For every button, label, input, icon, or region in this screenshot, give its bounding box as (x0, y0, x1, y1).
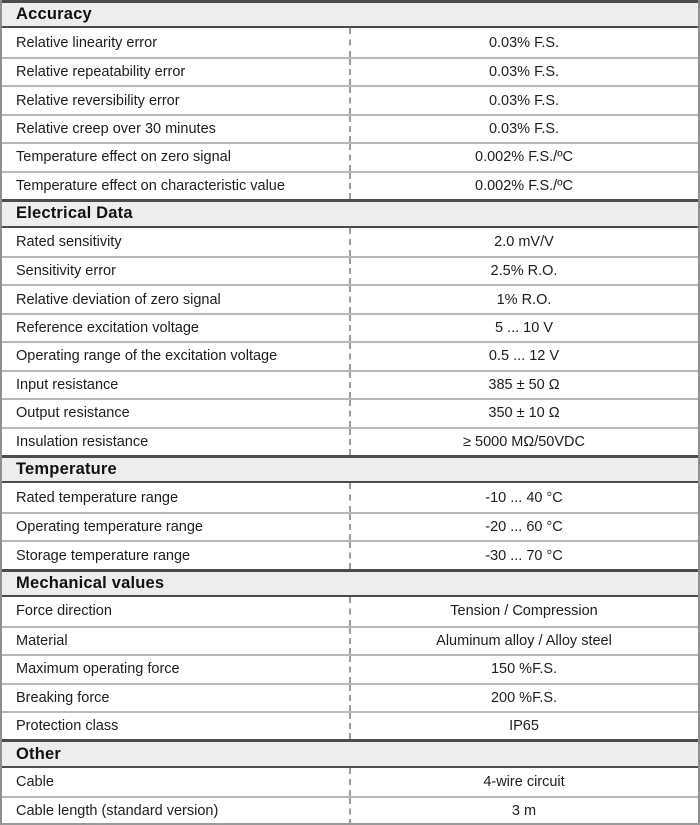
spec-parameter-label: Storage temperature range (16, 547, 191, 564)
spec-parameter-value: 350 ± 10 Ω (488, 405, 560, 422)
spec-parameter-value: 385 ± 50 Ω (488, 376, 560, 393)
spec-parameter-value: 200 %F.S. (490, 689, 558, 706)
table-row (2, 768, 698, 796)
dashed-column-divider (349, 429, 351, 455)
spec-parameter-value: -30 ... 70 °C (485, 547, 563, 564)
dashed-column-divider (349, 28, 351, 56)
spec-parameter-value: 4-wire circuit (483, 774, 565, 791)
spec-parameter-label: Force direction (16, 603, 112, 620)
spec-parameter-value: Aluminum alloy / Alloy steel (436, 632, 612, 649)
spec-parameter-label: Relative creep over 30 minutes (16, 120, 216, 137)
table-row (2, 398, 698, 426)
section-title: Mechanical values (16, 573, 165, 592)
spec-parameter-value: -20 ... 60 °C (485, 519, 563, 536)
spec-parameter-value: 0.002% F.S./ºC (475, 177, 573, 194)
spec-parameter-label: Rated temperature range (16, 489, 179, 506)
dashed-column-divider (349, 144, 351, 170)
table-row (2, 711, 698, 739)
table-row (2, 284, 698, 312)
spec-parameter-value: 1% R.O. (496, 291, 552, 308)
dashed-column-divider (349, 116, 351, 142)
dashed-column-divider (349, 400, 351, 426)
dashed-column-divider (349, 286, 351, 312)
spec-parameter-value: 0.03% F.S. (488, 64, 560, 81)
spec-parameter-value: 2.5% R.O. (490, 263, 558, 280)
section-rows (2, 768, 698, 825)
spec-parameter-label: Relative repeatability error (16, 64, 186, 81)
table-row (2, 796, 698, 824)
table-row (2, 341, 698, 369)
spec-parameter-label: Protection class (16, 718, 119, 735)
spec-parameter-value: 0.002% F.S./ºC (475, 149, 573, 166)
spec-parameter-label: Cable length (standard version) (16, 803, 219, 820)
section-title: Other (16, 744, 62, 763)
table-row (2, 28, 698, 56)
dashed-column-divider (349, 173, 351, 199)
spec-parameter-label: Operating temperature range (16, 519, 203, 536)
dashed-column-divider (349, 542, 351, 568)
spec-parameter-value: 3 m (511, 803, 537, 820)
spec-parameter-label: Relative reversibility error (16, 92, 180, 109)
dashed-column-divider (349, 315, 351, 341)
section-rows (2, 28, 698, 199)
spec-parameter-label: Output resistance (16, 405, 130, 422)
spec-parameter-value: 0.5 ... 12 V (488, 348, 560, 365)
spec-parameter-label: Insulation resistance (16, 433, 149, 450)
spec-parameter-label: Temperature effect on zero signal (16, 149, 231, 166)
dashed-column-divider (349, 228, 351, 256)
spec-parameter-value: ≥ 5000 MΩ/50VDC (463, 433, 585, 450)
dashed-column-divider (349, 372, 351, 398)
spec-parameter-label: Breaking force (16, 689, 110, 706)
spec-parameter-label: Reference excitation voltage (16, 320, 199, 337)
section-header (2, 199, 698, 227)
section-header (2, 0, 698, 28)
table-row (2, 313, 698, 341)
dashed-column-divider (349, 514, 351, 540)
table-row (2, 114, 698, 142)
spec-parameter-label: Temperature effect on characteristic value (16, 177, 285, 194)
table-row (2, 370, 698, 398)
spec-parameter-label: Relative linearity error (16, 34, 158, 51)
table-row (2, 85, 698, 113)
table-row (2, 512, 698, 540)
spec-parameter-label: Material (16, 632, 68, 649)
section-header (2, 739, 698, 767)
table-row (2, 540, 698, 568)
dashed-column-divider (349, 258, 351, 284)
spec-parameter-label: Sensitivity error (16, 263, 116, 280)
spec-parameter-value: 0.03% F.S. (488, 92, 560, 109)
table-row (2, 626, 698, 654)
spec-section (2, 455, 698, 569)
dashed-column-divider (349, 343, 351, 369)
spec-parameter-label: Input resistance (16, 376, 119, 393)
dashed-column-divider (349, 59, 351, 85)
section-title: Temperature (16, 460, 117, 479)
spec-parameter-value: IP65 (509, 718, 539, 735)
dashed-column-divider (349, 628, 351, 654)
table-row (2, 483, 698, 511)
table-row (2, 256, 698, 284)
spec-section (2, 739, 698, 824)
table-row (2, 683, 698, 711)
section-header (2, 569, 698, 597)
spec-parameter-value: 0.03% F.S. (488, 34, 560, 51)
dashed-column-divider (349, 87, 351, 113)
spec-section (2, 199, 698, 455)
section-title: Electrical Data (16, 204, 133, 223)
section-rows (2, 228, 698, 456)
table-row (2, 654, 698, 682)
spec-parameter-value: -10 ... 40 °C (485, 489, 563, 506)
table-row (2, 142, 698, 170)
spec-parameter-label: Cable (16, 774, 54, 791)
spec-parameter-value: Tension / Compression (450, 603, 598, 620)
section-header (2, 455, 698, 483)
spec-parameter-value: 150 %F.S. (490, 661, 558, 678)
dashed-column-divider (349, 798, 351, 824)
spec-parameter-label: Operating range of the excitation voltage (16, 348, 278, 365)
table-row (2, 228, 698, 256)
dashed-column-divider (349, 685, 351, 711)
spec-parameter-label: Maximum operating force (16, 661, 180, 678)
table-row (2, 171, 698, 199)
spec-section (2, 0, 698, 199)
dashed-column-divider (349, 483, 351, 511)
table-row (2, 57, 698, 85)
table-row (2, 427, 698, 455)
table-row (2, 597, 698, 625)
spec-parameter-value: 0.03% F.S. (488, 120, 560, 137)
spec-parameter-value: 2.0 mV/V (494, 233, 554, 250)
section-rows (2, 483, 698, 568)
spec-parameter-label: Relative deviation of zero signal (16, 291, 221, 308)
dashed-column-divider (349, 597, 351, 625)
dashed-column-divider (349, 713, 351, 739)
spec-parameter-value: 5 ... 10 V (494, 320, 554, 337)
section-title: Accuracy (16, 5, 92, 24)
dashed-column-divider (349, 768, 351, 796)
dashed-column-divider (349, 656, 351, 682)
section-rows (2, 597, 698, 739)
spec-section (2, 569, 698, 740)
spec-parameter-label: Rated sensitivity (16, 233, 122, 250)
